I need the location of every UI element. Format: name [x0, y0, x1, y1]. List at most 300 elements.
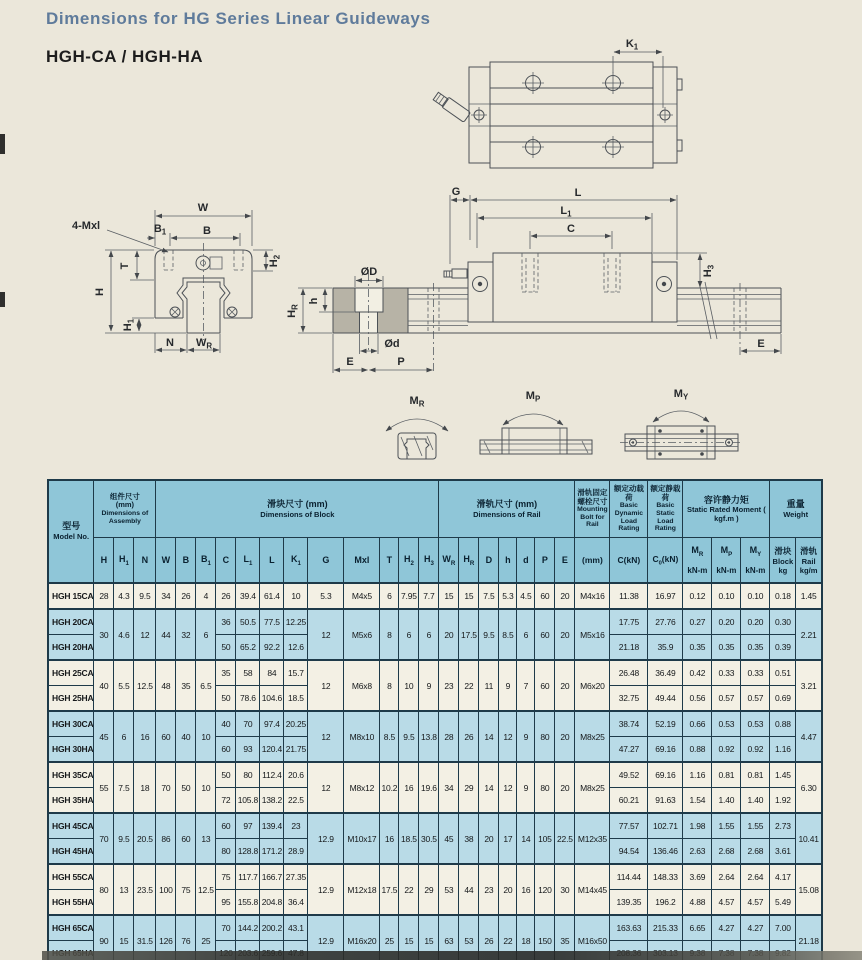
td-b1: 6.5: [196, 660, 216, 711]
td-b: 75: [176, 864, 196, 915]
td-block-kg: 1.45: [770, 762, 796, 788]
td-h: 80: [94, 864, 114, 915]
td-t: 10.2: [380, 762, 399, 813]
td-mxl: M5x6: [344, 609, 380, 660]
td-l1: 58: [236, 660, 260, 686]
td-p: 60: [535, 660, 555, 711]
weight-block-label: kg: [778, 566, 788, 575]
td-l: 84: [260, 660, 284, 686]
drawing-rail-cross-section: [286, 266, 439, 373]
table-row: [48, 813, 822, 839]
td-h-rail: 12: [499, 711, 517, 762]
header-dyn-zh: 额定动载荷: [613, 484, 644, 502]
table-row: [48, 711, 822, 737]
td-block-kg: 0.69: [770, 686, 796, 712]
td-c-kn: 26.48: [610, 660, 648, 686]
td-mp: 0.35: [712, 635, 741, 661]
td-c0-kn: 102.71: [648, 813, 683, 839]
td-wr: 63: [439, 915, 459, 960]
td-d-bolt: 16: [517, 864, 535, 915]
td-k1: 12.6: [284, 635, 308, 661]
td-t: 8: [380, 609, 399, 660]
td-c-kn: 21.18: [610, 635, 648, 661]
td-g: 5.3: [308, 583, 344, 609]
td-n: 12.5: [134, 660, 156, 711]
td-h3: 9: [419, 660, 439, 711]
td-my: 4.57: [741, 890, 770, 916]
moment-diagram-mr: [386, 395, 448, 459]
td-c: 50: [216, 686, 236, 712]
td-b1: 12.5: [196, 864, 216, 915]
td-wr: 45: [439, 813, 459, 864]
th-bolt-unit: (mm): [575, 538, 610, 584]
scan-edge-mark: [0, 134, 5, 154]
td-my: 0.53: [741, 711, 770, 737]
td-c0-kn: 16.97: [648, 583, 683, 609]
dim-label-wr: $W_R$: [195, 337, 213, 351]
table-row: [48, 583, 822, 609]
td-k1: 22.5: [284, 788, 308, 814]
td-c0-kn: 49.44: [648, 686, 683, 712]
td-h2: 7.95: [399, 583, 419, 609]
drawing-block-cross-section: [72, 202, 282, 353]
td-l1: 144.2: [236, 915, 260, 941]
td-h2: 22: [399, 864, 419, 915]
th-dim-mxl: Mxl: [344, 538, 380, 584]
td-w: 48: [156, 660, 176, 711]
th-dim-h3: $H_3$: [419, 538, 439, 584]
th-dim-d: D: [479, 538, 499, 584]
td-n: 9.5: [134, 583, 156, 609]
td-t: 16: [380, 813, 399, 864]
dim-label-g: G: [451, 186, 461, 198]
td-n: 20.5: [134, 813, 156, 864]
td-c: 60: [216, 737, 236, 763]
td-w: 86: [156, 813, 176, 864]
th-dim-h: H: [94, 538, 114, 584]
td-c0-kn: 69.16: [648, 762, 683, 788]
td-my: 4.27: [741, 915, 770, 941]
dim-label-h-small: h: [308, 297, 320, 305]
td-l: 120.4: [260, 737, 284, 763]
td-l: 139.4: [260, 813, 284, 839]
td-block-kg: 1.92: [770, 788, 796, 814]
header-moment-zh: 容许静力矩: [703, 494, 749, 505]
header-weight-zh: 重量: [786, 498, 805, 509]
td-hr: 29: [459, 762, 479, 813]
td-l: 166.7: [260, 864, 284, 890]
moment-col-label: $M_P$: [720, 544, 733, 558]
page-title: Dimensions for HG Series Linear Guideways: [46, 9, 431, 28]
td-c-kn: 49.52: [610, 762, 648, 788]
td-b: 26: [176, 583, 196, 609]
dim-label-c: C: [567, 223, 575, 235]
dim-label-l1: $L_1$: [560, 205, 572, 219]
td-b: 60: [176, 813, 196, 864]
th-moment-mr: [683, 538, 712, 584]
td-c-kn: 94.54: [610, 839, 648, 865]
td-d-bolt: 9: [517, 711, 535, 762]
td-n: 12: [134, 609, 156, 660]
td-e: 20: [555, 762, 575, 813]
dim-label-h2: $H_2$: [268, 254, 282, 268]
td-h1: 4.3: [114, 583, 134, 609]
th-moment-mp: [712, 538, 741, 584]
td-l: 204.8: [260, 890, 284, 916]
td-bolt: M8x25: [575, 762, 610, 813]
td-d-bolt: 6: [517, 609, 535, 660]
td-h: 55: [94, 762, 114, 813]
dim-label-hr: $H_R$: [286, 304, 300, 318]
td-my: 1.55: [741, 813, 770, 839]
td-h: 90: [94, 915, 114, 960]
moment-label-my: $M_Y$: [673, 388, 689, 402]
td-k1: 20.6: [284, 762, 308, 788]
weight-block-label: Block: [772, 557, 794, 566]
td-wr: 53: [439, 864, 459, 915]
td-w: 126: [156, 915, 176, 960]
td-model: HGH 65CA: [48, 915, 94, 941]
td-c-kn: 38.74: [610, 711, 648, 737]
td-l: 171.2: [260, 839, 284, 865]
grease-nipple-icon: [444, 269, 467, 278]
td-model: HGH 20HA: [48, 635, 94, 661]
td-c: 35: [216, 660, 236, 686]
td-g: 12: [308, 660, 344, 711]
td-e: 20: [555, 711, 575, 762]
td-l: 200.2: [260, 915, 284, 941]
td-d: 11: [479, 660, 499, 711]
td-c: 70: [216, 915, 236, 941]
td-d: 20: [479, 813, 499, 864]
th-dim-wr: $W_R$: [439, 538, 459, 584]
td-d: 9.5: [479, 609, 499, 660]
moment-col-unit: kN-m: [716, 566, 737, 576]
td-h-rail: 5.3: [499, 583, 517, 609]
td-hr: 17.5: [459, 609, 479, 660]
td-model: HGH 35HA: [48, 788, 94, 814]
td-rail-kg: 1.45: [796, 583, 822, 609]
td-h1: 15: [114, 915, 134, 960]
td-p: 105: [535, 813, 555, 864]
td-k1: 15.7: [284, 660, 308, 686]
td-k1: 27.35: [284, 864, 308, 890]
td-mxl: M10x17: [344, 813, 380, 864]
td-model: HGH 45CA: [48, 813, 94, 839]
weight-rail-label: 滑轨: [800, 546, 818, 556]
td-c-kn: 60.21: [610, 788, 648, 814]
td-wr: 20: [439, 609, 459, 660]
dim-label-p: P: [397, 356, 405, 368]
td-c0-kn: 136.46: [648, 839, 683, 865]
td-bolt: M6x20: [575, 660, 610, 711]
dim-label-k1: $K_1$: [625, 38, 639, 52]
td-c0-kn: 52.19: [648, 711, 683, 737]
td-block-kg: 7.00: [770, 915, 796, 941]
td-b1: 25: [196, 915, 216, 960]
td-h2: 9.5: [399, 711, 419, 762]
td-e: 30: [555, 864, 575, 915]
td-mxl: M8x12: [344, 762, 380, 813]
dim-label-h1: $H_1$: [122, 318, 136, 332]
td-block-kg: 1.16: [770, 737, 796, 763]
td-l: 97.4: [260, 711, 284, 737]
td-mr: 0.12: [683, 583, 712, 609]
td-h-rail: 20: [499, 864, 517, 915]
header-mounting-bolt: [575, 480, 610, 538]
td-mr: 0.56: [683, 686, 712, 712]
dim-label-dia-D: ØD: [360, 266, 378, 278]
td-h-rail: 9: [499, 660, 517, 711]
td-l: 112.4: [260, 762, 284, 788]
td-h1: 4.6: [114, 609, 134, 660]
td-b1: 6: [196, 609, 216, 660]
td-l1: 39.4: [236, 583, 260, 609]
td-p: 150: [535, 915, 555, 960]
td-g: 12: [308, 711, 344, 762]
td-c-kn: 163.63: [610, 915, 648, 941]
td-mp: 4.27: [712, 915, 741, 941]
td-c: 60: [216, 813, 236, 839]
td-l1: 128.8: [236, 839, 260, 865]
td-l1: 78.6: [236, 686, 260, 712]
td-k1: 21.75: [284, 737, 308, 763]
td-c: 80: [216, 839, 236, 865]
dim-label-b1: $B_1$: [153, 223, 167, 237]
th-dynamic-unit: C(kN): [610, 538, 648, 584]
td-h: 70: [94, 813, 114, 864]
td-h-rail: 8.5: [499, 609, 517, 660]
th-dim-t: T: [380, 538, 399, 584]
td-wr: 34: [439, 762, 459, 813]
td-block-kg: 5.49: [770, 890, 796, 916]
td-c0-kn: 36.49: [648, 660, 683, 686]
td-b1: 13: [196, 813, 216, 864]
td-c0-kn: 69.16: [648, 737, 683, 763]
td-wr: 23: [439, 660, 459, 711]
header-row-columns: [48, 538, 822, 584]
td-h3: 15: [419, 915, 439, 960]
td-rail-kg: 10.41: [796, 813, 822, 864]
td-my: 0.33: [741, 660, 770, 686]
td-c: 50: [216, 762, 236, 788]
td-my: 0.35: [741, 635, 770, 661]
weight-rail-label: kg/m: [799, 566, 818, 575]
dim-label-n: N: [166, 337, 174, 349]
td-mr: 0.27: [683, 609, 712, 635]
td-l1: 50.5: [236, 609, 260, 635]
td-model: HGH 25HA: [48, 686, 94, 712]
td-h2: 16: [399, 762, 419, 813]
table-row: [48, 609, 822, 635]
td-mr: 0.88: [683, 737, 712, 763]
header-stat-en: Basic Static Load Rating: [654, 502, 676, 533]
scan-edge-mark: [0, 292, 5, 307]
td-c: 40: [216, 711, 236, 737]
td-c0-kn: 196.2: [648, 890, 683, 916]
td-h3: 19.6: [419, 762, 439, 813]
td-h1: 6: [114, 711, 134, 762]
td-block-kg: 0.18: [770, 583, 796, 609]
td-mxl: M8x10: [344, 711, 380, 762]
td-g: 12: [308, 762, 344, 813]
td-model: HGH 30HA: [48, 737, 94, 763]
td-h3: 13.8: [419, 711, 439, 762]
dim-label-h3: $H_3$: [702, 264, 716, 278]
td-mr: 1.98: [683, 813, 712, 839]
td-wr: 28: [439, 711, 459, 762]
td-mp: 0.53: [712, 711, 741, 737]
td-c-kn: 11.38: [610, 583, 648, 609]
td-d-bolt: 7: [517, 660, 535, 711]
td-d: 26: [479, 915, 499, 960]
header-rail-en: Dimensions of Rail: [473, 509, 541, 519]
td-my: 2.68: [741, 839, 770, 865]
header-block-zh: 滑块尺寸 (mm): [267, 498, 328, 509]
header-assembly-en: Dimensions of Assembly: [101, 510, 149, 525]
td-l1: 80: [236, 762, 260, 788]
td-my: 2.64: [741, 864, 770, 890]
header-bolt-zh: 滑轨固定螺栓尺寸: [577, 487, 608, 506]
td-c-kn: 114.44: [610, 864, 648, 890]
td-e: 35: [555, 915, 575, 960]
th-dim-h2: $H_2$: [399, 538, 419, 584]
td-mr: 4.88: [683, 890, 712, 916]
header-dyn-en: Basic Dynamic Load Rating: [614, 502, 644, 533]
td-c: 26: [216, 583, 236, 609]
td-mp: 2.64: [712, 864, 741, 890]
td-mp: 0.57: [712, 686, 741, 712]
td-model: HGH 55HA: [48, 890, 94, 916]
td-p: 80: [535, 762, 555, 813]
td-mr: 3.69: [683, 864, 712, 890]
td-hr: 22: [459, 660, 479, 711]
th-dim-e: E: [555, 538, 575, 584]
td-c0-kn: 27.76: [648, 609, 683, 635]
header-rail: [439, 480, 575, 538]
td-my: 0.57: [741, 686, 770, 712]
td-mxl: M6x8: [344, 660, 380, 711]
td-c: 50: [216, 635, 236, 661]
td-h-rail: 17: [499, 813, 517, 864]
td-l1: 155.8: [236, 890, 260, 916]
th-static-unit: $C_0(kN)$: [648, 538, 683, 584]
td-mr: 0.35: [683, 635, 712, 661]
table-row: [48, 864, 822, 890]
th-dim-hr: $H_R$: [459, 538, 479, 584]
td-mp: 0.20: [712, 609, 741, 635]
td-w: 100: [156, 864, 176, 915]
td-c-kn: 139.35: [610, 890, 648, 916]
td-h: 45: [94, 711, 114, 762]
weight-rail-label: Rail: [801, 557, 816, 566]
table-row: [48, 660, 822, 686]
drawing-assembly-side-view: [408, 186, 781, 356]
dim-label-dia-d: Ød: [384, 338, 400, 350]
moment-diagram-mp: [480, 390, 592, 454]
td-h3: 29: [419, 864, 439, 915]
td-k1: 36.4: [284, 890, 308, 916]
td-h2: 18.5: [399, 813, 419, 864]
td-w: 70: [156, 762, 176, 813]
weight-block-label: 滑块: [774, 546, 792, 556]
th-moment-my: [741, 538, 770, 584]
moment-diagram-my: [620, 388, 743, 459]
td-w: 34: [156, 583, 176, 609]
td-h1: 9.5: [114, 813, 134, 864]
td-k1: 20.25: [284, 711, 308, 737]
td-my: 0.10: [741, 583, 770, 609]
th-weight-rail: [796, 538, 822, 584]
td-l: 92.2: [260, 635, 284, 661]
dim-label-t: T: [119, 262, 131, 270]
td-h: 40: [94, 660, 114, 711]
td-c0-kn: 148.33: [648, 864, 683, 890]
td-d: 7.5: [479, 583, 499, 609]
td-b: 76: [176, 915, 196, 960]
td-c0-kn: 35.9: [648, 635, 683, 661]
td-hr: 53: [459, 915, 479, 960]
th-dim-d: d: [517, 538, 535, 584]
grease-nipple-icon: [433, 91, 471, 123]
th-dim-w: W: [156, 538, 176, 584]
td-b1: 4: [196, 583, 216, 609]
td-p: 60: [535, 609, 555, 660]
scan-bottom-shadow: [42, 951, 862, 960]
td-p: 120: [535, 864, 555, 915]
td-e: 22.5: [555, 813, 575, 864]
th-dim-k1: $K_1$: [284, 538, 308, 584]
td-d: 14: [479, 711, 499, 762]
td-k1: 18.5: [284, 686, 308, 712]
td-d: 23: [479, 864, 499, 915]
td-h1: 7.5: [114, 762, 134, 813]
td-p: 60: [535, 583, 555, 609]
td-mp: 0.81: [712, 762, 741, 788]
td-h1: 5.5: [114, 660, 134, 711]
header-weight-en: Weight: [783, 509, 809, 519]
header-model: [48, 480, 94, 583]
td-l: 61.4: [260, 583, 284, 609]
td-mxl: M12x18: [344, 864, 380, 915]
header-assembly: [94, 480, 156, 538]
header-assembly-zh: 组件尺寸: [109, 491, 140, 501]
header-rail-zh: 滑轨尺寸 (mm): [476, 498, 538, 509]
moment-col-label: $M_Y$: [749, 544, 762, 558]
td-k1: 43.1: [284, 915, 308, 941]
dim-label-e: E: [346, 356, 354, 368]
header-block-en: Dimensions of Block: [260, 509, 335, 519]
th-dim-h: h: [499, 538, 517, 584]
td-n: 18: [134, 762, 156, 813]
td-n: 16: [134, 711, 156, 762]
moment-col-label: $M_R$: [691, 544, 704, 558]
td-mp: 0.10: [712, 583, 741, 609]
td-d: 14: [479, 762, 499, 813]
td-t: 8.5: [380, 711, 399, 762]
td-mp: 1.55: [712, 813, 741, 839]
td-mr: 6.65: [683, 915, 712, 941]
td-l1: 65.2: [236, 635, 260, 661]
td-l1: 105.8: [236, 788, 260, 814]
td-hr: 38: [459, 813, 479, 864]
td-h: 30: [94, 609, 114, 660]
td-mr: 1.54: [683, 788, 712, 814]
td-c0-kn: 215.33: [648, 915, 683, 941]
td-g: 12.9: [308, 915, 344, 960]
td-d-bolt: 18: [517, 915, 535, 960]
td-b: 35: [176, 660, 196, 711]
